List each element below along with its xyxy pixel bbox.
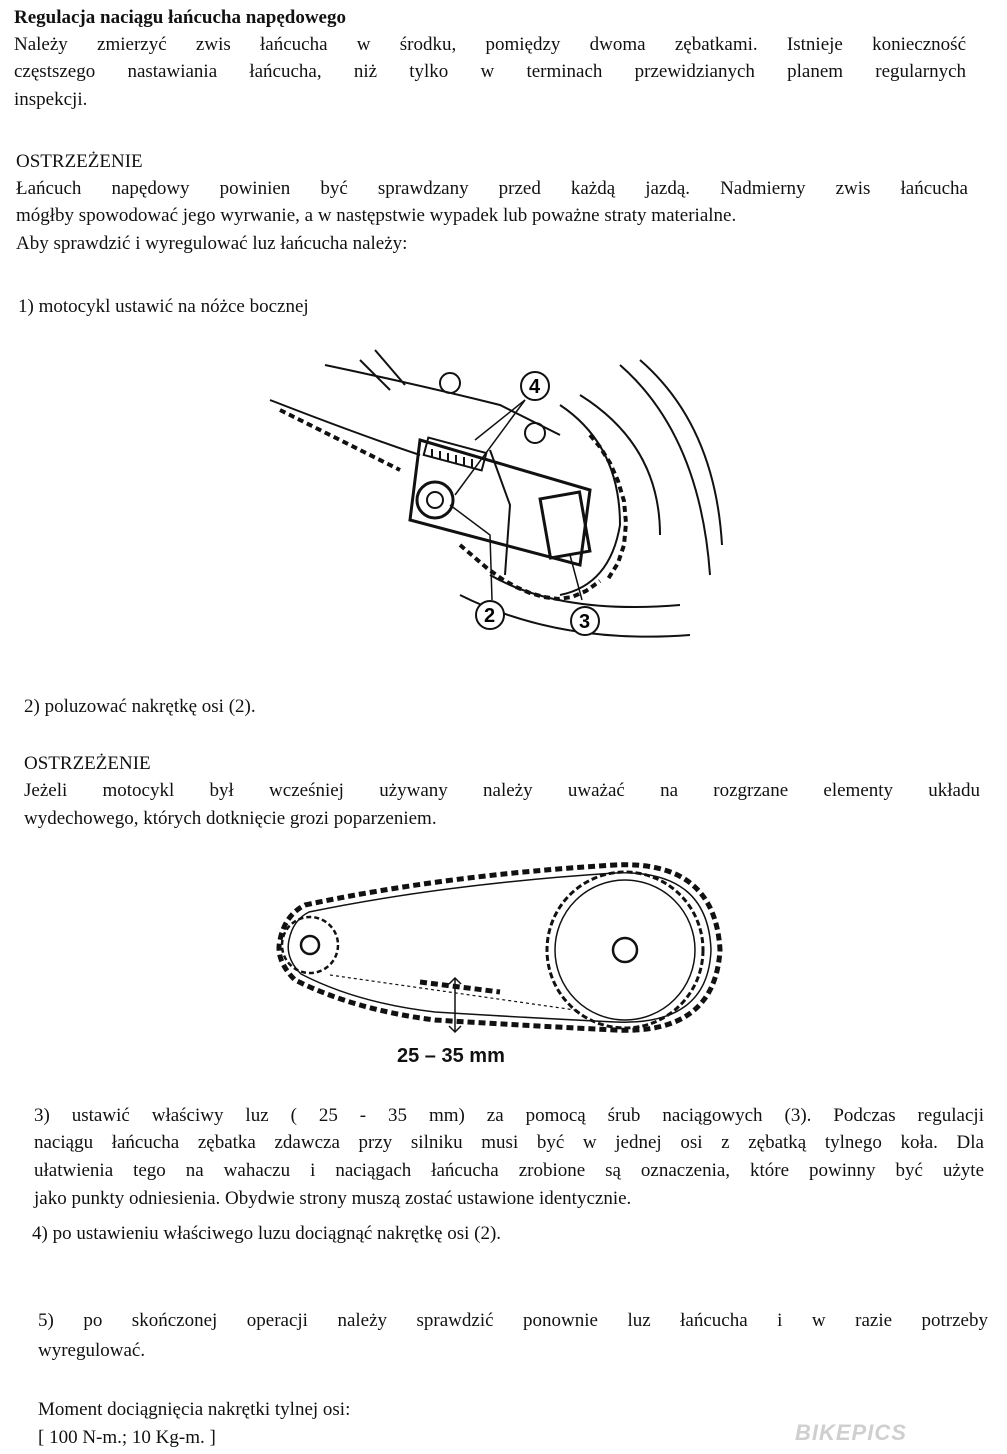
warning-heading-1: OSTRZEŻENIE: [16, 151, 143, 172]
chain-slack-diagram: [265, 860, 725, 1045]
step-1: 1) motocykl ustawić na nóżce bocznej: [18, 296, 309, 317]
callout-2: 2: [484, 605, 496, 627]
intro-line-3: inspekcji.: [14, 89, 88, 110]
warning-heading-2: OSTRZEŻENIE: [24, 753, 151, 774]
step-3-line-2: naciągu łańcucha zębatka zdawcza przy silniku musi być w jednej osi z zębatką tylnego koła. Dla: [34, 1132, 984, 1153]
intro-line-2: częstszego nastawiania łańcucha, niż tylko w terminach przewidzianych planem regularnych: [14, 61, 966, 82]
warning1-line-1: Łańcuch napędowy powinien być sprawdzany przed każdą jazdą. Nadmierny zwis łańcucha: [16, 178, 968, 199]
callout-4: 4: [529, 376, 541, 398]
slack-measurement: 25 – 35 mm: [397, 1045, 505, 1067]
intro-line-1: Należy zmierzyć zwis łańcucha w środku, pomiędzy dwoma zębatkami. Istnieje konieczność: [14, 34, 966, 55]
chain-adjuster-illustration: [260, 345, 730, 650]
step-4: 4) po ustawieniu właściwego luzu dociągnąć nakrętkę osi (2).: [32, 1223, 502, 1244]
section-title: Regulacja naciągu łańcucha napędowego: [14, 7, 346, 28]
torque-label: Moment dociągnięcia nakrętki tylnej osi:: [38, 1399, 351, 1420]
torque-value: [ 100 N-m.; 10 Kg-m. ]: [38, 1427, 216, 1448]
warning1-line-2: mógłby spowodować jego wyrwanie, a w następstwie wypadek lub poważne straty materialne.: [16, 205, 737, 226]
step-3-line-3: ułatwienia tego na wahaczu i naciągach łańcucha zrobione są oznaczenia, które powinny być użyte: [34, 1160, 984, 1181]
warning2-line-2: wydechowego, których dotknięcie grozi poparzeniem.: [24, 808, 437, 829]
callout-3: 3: [579, 611, 591, 633]
step-5-line-2: wyregulować.: [38, 1340, 146, 1361]
warning1-line-3: Aby sprawdzić i wyregulować luz łańcucha należy:: [16, 233, 408, 254]
watermark-logo: BIKEPICS: [795, 1420, 907, 1445]
step-3-line-1: 3) ustawić właściwy luz ( 25 - 35 mm) za pomocą śrub naciągowych (3). Podczas regulacji: [34, 1105, 984, 1126]
step-3-line-4: jako punkty odniesienia. Obydwie strony muszą zostać ustawione identycznie.: [34, 1188, 632, 1209]
warning2-line-1: Jeżeli motocykl był wcześniej używany należy uważać na rozgrzane elementy układu: [24, 780, 980, 801]
step-5-line-1: 5) po skończonej operacji należy sprawdzić ponownie luz łańcucha i w razie potrzeby: [38, 1310, 988, 1331]
step-2: 2) poluzować nakrętkę osi (2).: [24, 696, 256, 717]
